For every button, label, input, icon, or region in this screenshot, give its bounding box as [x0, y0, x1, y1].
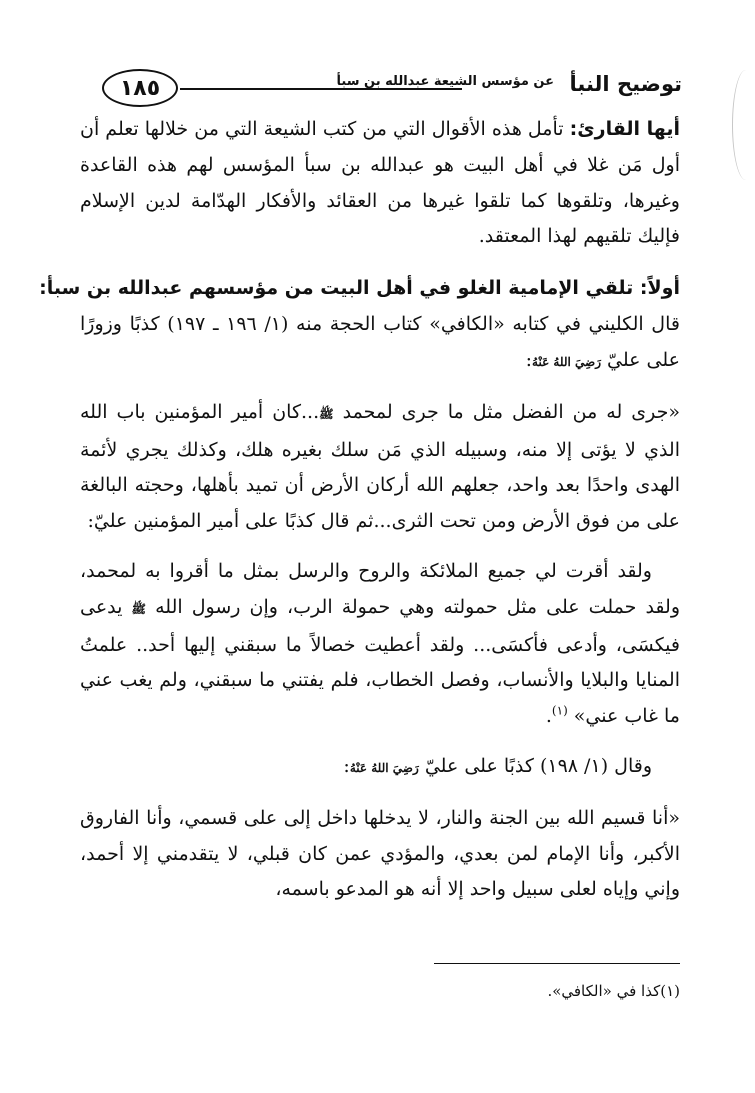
page-edge-decoration	[732, 70, 755, 180]
intro-text: تأمل هذه الأقوال التي من كتب الشيعة التي من خلالها تعلم أن أول مَن غلا في أهل البيت هو عبدالله بن سبأ المؤسس لهم هذه القاعدة وغيرها، وتلقوها كما تلقوا غيرها من العقائد والأفكار الهدّامة لدين الإسلام فإليك تلقيهم لهذا المعتقد.	[80, 118, 680, 248]
header-title: توضيح النبأ	[569, 72, 682, 96]
header-rule	[180, 88, 462, 90]
footnote	[547, 982, 680, 1000]
page-number: ١٨٥	[102, 69, 178, 107]
running-header	[88, 66, 682, 106]
quote-intro2-text: وقال (١/ ١٩٨) كذبًا على عليّ	[424, 754, 652, 777]
quote-intro-paragraph	[80, 307, 680, 381]
quote1-part2: ...كان أمير المؤمنين باب الله الذي لا يؤتى إلا منه، وسبيله الذي مَن سلك بغيره هلك، وكذلك يجري لأئمة الهدى واحدًا بعد واحد، جعلهم الله أركان الأرض أن تميد بأهلها، وحجته البالغة على من فوق الأرض ومن تحت الثرى...ثم قال كذبًا على أمير المؤمنين عليّ:	[80, 400, 680, 533]
quote-intro-paragraph-2	[80, 749, 680, 787]
footnote-text: كذا في «الكافي».	[547, 982, 661, 1000]
quote-paragraph-1	[80, 395, 680, 540]
page-body	[39, 112, 680, 908]
quote1-part1: «جرى له من الفضل مثل ما جرى لمحمد	[342, 400, 680, 423]
quote-intro-text: قال الكليني في كتابه «الكافي» كتاب الحجة منه (١/ ١٩٦ ـ ١٩٧) كذبًا وزورًا على عليّ	[80, 313, 680, 371]
honorific: ﷺ	[131, 601, 147, 616]
intro-lead: أيها القارئ:	[569, 118, 680, 140]
quote-paragraph-3: «أنا قسيم الله بين الجنة والنار، لا يدخلها داخل إلى على قسمي، وأنا الفاروق الأكبر، وأنا الإمام لمن بعدي، والمؤدي عمن كان قبلي، لا يتقدمني إلا أحمد، وإني وإياه لعلى سبيل واحد إلا أنه هو المدعو باسمه،	[80, 806, 680, 901]
footnote-number: (١)	[660, 982, 680, 1000]
section-heading: أولاً: تلقي الإمامية الغلو في أهل البيت من مؤسسهم عبدالله بن سبأ:	[39, 277, 680, 300]
intro-paragraph	[80, 112, 680, 255]
quote-intro2-suffix: :	[343, 754, 350, 777]
quote-paragraph-2	[80, 554, 680, 735]
quote2-end: .	[545, 705, 552, 728]
quote2-part2: يدعى فيكسَى، وأدعى فأكسَى... ولقد أعطيت خصالاً ما سبقني إليها أحد.. علمتُ المنايا والبلايا والأنساب، وفصل الخطاب، فلم يفتني ما سبقني، ولم يغب عني ما غاب عني»	[80, 595, 680, 728]
header-subtitle: عن مؤسس الشيعة عبدالله بن سبأ	[336, 74, 554, 89]
honorific: رَضِيَ اللهُ عَنْهُ	[349, 760, 419, 775]
honorific: ﷺ	[319, 406, 334, 421]
footnote-rule	[434, 963, 680, 964]
quote2-part1: ولقد أقرت لي جميع الملائكة والروح والرسل بمثل ما أقروا به لمحمد، ولقد حملت على مثل حمولته وهي حمولة الرب، وإن رسول الله	[80, 559, 680, 618]
footnote-reference: (١)	[551, 703, 568, 718]
honorific: رَضِيَ اللهُ عَنْهُ	[532, 354, 601, 369]
quote-intro-suffix: :	[525, 348, 533, 371]
